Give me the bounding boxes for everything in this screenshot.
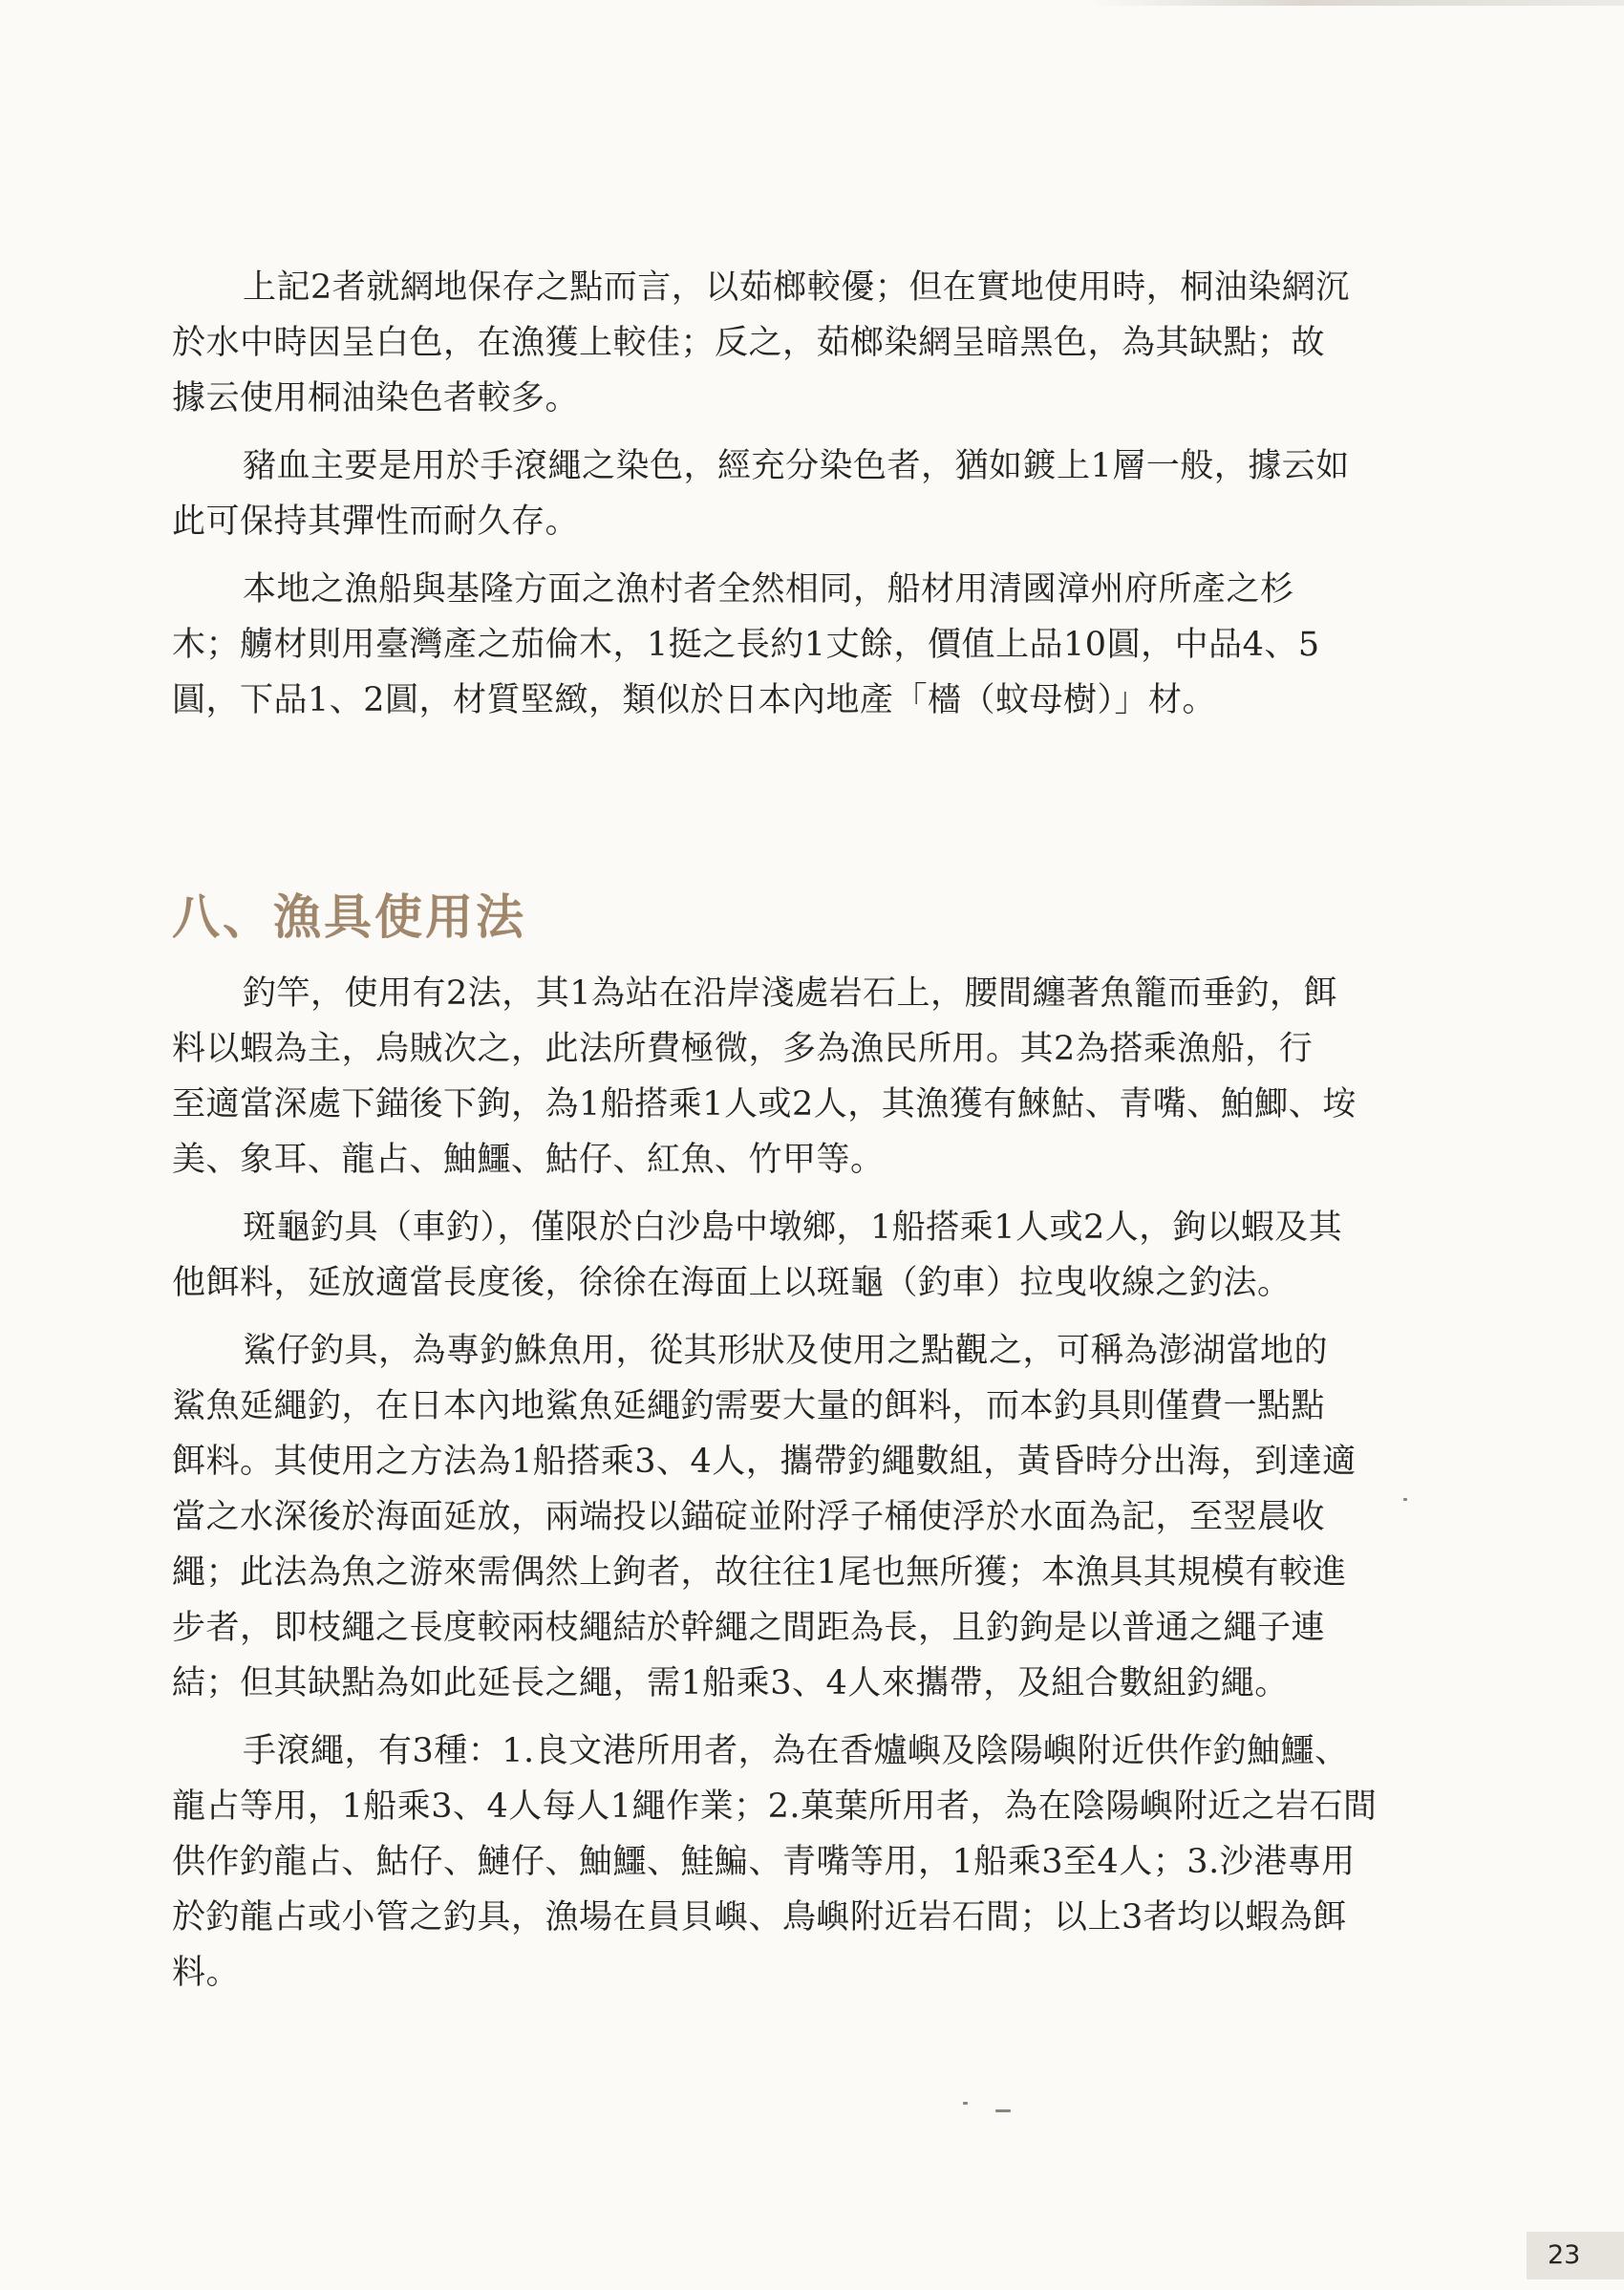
text-line: 龍占等用，1船乘3、4人每人1繩作業；2.菓葉所用者，為在陰陽嶼附近之岩石間 <box>172 1787 1378 1826</box>
text-line: 步者，即枝繩之長度較兩枝繩結於幹繩之間距為長，且釣鉤是以普通之繩子連 <box>172 1609 1326 1647</box>
text-line: 當之水深後於海面延放，兩端投以錨碇並附浮子桶使浮於水面為記，至翌晨收 <box>172 1498 1326 1536</box>
paragraph <box>172 1200 1376 1311</box>
text-line: 於釣龍占或小管之釣具，漁場在員貝嶼、鳥嶼附近岩石間；以上3者均以蝦為餌 <box>172 1898 1347 1937</box>
text-line: 於水中時因呈白色，在漁獲上較佳；反之，茹榔染網呈暗黑色，為其缺點；故 <box>172 324 1326 362</box>
top-edge-rule <box>1089 0 1624 6</box>
text-line: 結；但其缺點為如此延長之繩，需1船乘3、4人來攜帶，及組合數組釣繩。 <box>172 1664 1289 1702</box>
text-line: 上記2者就網地保存之點而言，以茹榔較優；但在實地使用時，桐油染網沉 <box>243 268 1350 307</box>
paragraph <box>172 562 1376 728</box>
text-line: 此可保持其彈性而耐久存。 <box>172 503 580 541</box>
text-line: 釣竿，使用有2法，其1為站在沿岸淺處岩石上，腰間纏著魚籠而垂釣，餌 <box>243 974 1338 1013</box>
paragraph <box>172 1723 1376 2001</box>
text-line: 至適當深處下錨後下鉤，為1船搭乘1人或2人，其漁獲有鯠鮕、青嘴、鮊鯽、垵 <box>172 1085 1357 1124</box>
scan-speck <box>963 2102 968 2105</box>
text-line: 美、象耳、龍占、鮋鱷、鮕仔、紅魚、竹甲等。 <box>172 1141 885 1179</box>
text-line: 餌料。其使用之方法為1船搭乘3、4人，攜帶釣繩數組，黃昏時分出海，到達適 <box>172 1443 1357 1481</box>
text-line: 鯊魚延繩釣，在日本內地鯊魚延繩釣需要大量的餌料，而本釣具則僅費一點點 <box>172 1387 1326 1425</box>
section-fishing-gear-usage <box>172 966 1376 2013</box>
text-line: 他餌料，延放適當長度後，徐徐在海面上以斑龜（釣車）拉曳收線之釣法。 <box>172 1264 1292 1302</box>
paragraph <box>172 260 1376 426</box>
text-line: 料以蝦為主，烏賊次之，此法所費極微，多為漁民所用。其2為搭乘漁船，行 <box>172 1030 1314 1068</box>
text-line: 木；艣材則用臺灣產之茄倫木，1挺之長約1丈餘，價值上品10圓，中品4、5 <box>172 626 1320 664</box>
text-line: 豬血主要是用於手滾繩之染色，經充分染色者，猶如鍍上1層一般，據云如 <box>243 447 1350 485</box>
page-number: 23 <box>1548 2240 1581 2270</box>
paragraph <box>172 439 1376 549</box>
text-line: 手滾繩，有3種：1.良文港所用者，為在香爐嶼及陰陽嶼附近供作釣鮋鱷、 <box>243 1732 1349 1770</box>
paragraph <box>172 966 1376 1188</box>
section-dyeing-and-boats <box>172 260 1376 740</box>
text-line: 供作釣龍占、鮕仔、鰱仔、鮋鱷、鮭鯿、青嘴等用，1船乘3至4人；3.沙港專用 <box>172 1843 1356 1881</box>
scan-speck <box>995 2109 1011 2112</box>
section-heading: 八、漁具使用法 <box>172 889 526 945</box>
text-line: 斑龜釣具（車釣），僅限於白沙島中墩鄉，1船搭乘1人或2人，鉤以蝦及其 <box>243 1209 1343 1247</box>
text-line: 繩；此法為魚之游來需偶然上鉤者，故往往1尾也無所獲；本漁具其規模有較進 <box>172 1553 1347 1592</box>
text-line: 本地之漁船與基隆方面之漁村者全然相同，船材用清國漳州府所產之杉 <box>243 570 1294 609</box>
text-line: 圓，下品1、2圓，材質堅緻，類似於日本內地產「檣（蚊母樹）」材。 <box>172 681 1217 719</box>
text-line: 料。 <box>172 1954 241 1992</box>
text-line: 據云使用桐油染色者較多。 <box>172 379 580 417</box>
paragraph <box>172 1323 1376 1711</box>
text-line: 鯊仔釣具，為專釣鮢魚用，從其形狀及使用之點觀之，可稱為澎湖當地的 <box>243 1332 1329 1370</box>
scan-speck <box>1403 1498 1407 1501</box>
